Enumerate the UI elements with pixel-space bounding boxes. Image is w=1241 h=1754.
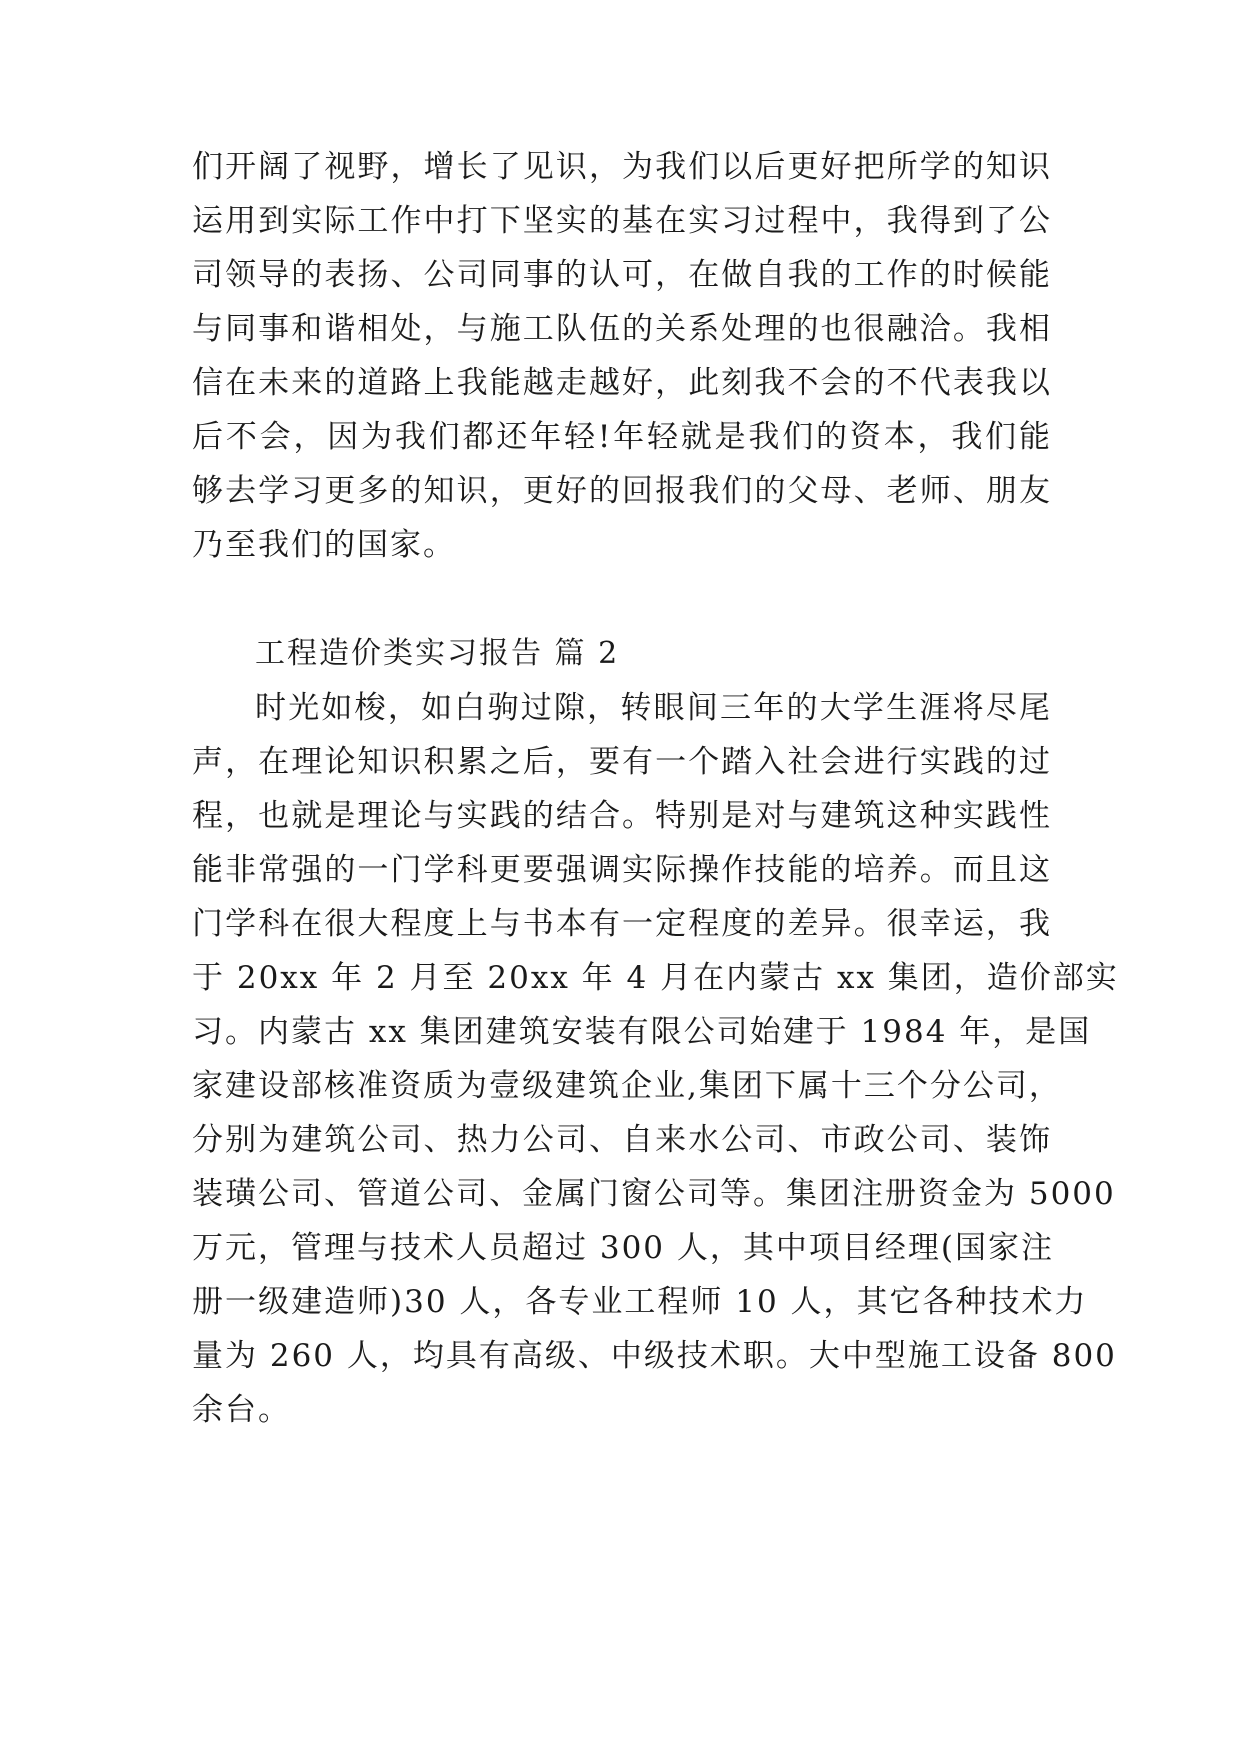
- text-line: 时光如梭，如白驹过隙，转眼间三年的大学生涯将尽尾: [255, 690, 1052, 726]
- text-line: 量为 260 人，均具有高级、中级技术职。大中型施工设备 800: [192, 1338, 1117, 1374]
- text-line: 司领导的表扬、公司同事的认可，在做自我的工作的时候能: [192, 257, 1052, 293]
- text-line: 程，也就是理论与实践的结合。特别是对与建筑这种实践性: [192, 798, 1052, 834]
- text-line: 分别为建筑公司、热力公司、自来水公司、市政公司、装饰: [192, 1122, 1052, 1158]
- text-line: 门学科在很大程度上与书本有一定程度的差异。很幸运，我: [192, 906, 1052, 942]
- text-line: 于 20xx 年 2 月至 20xx 年 4 月在内蒙古 xx 集团，造价部实: [192, 960, 1119, 996]
- text-line: 声，在理论知识积累之后，要有一个踏入社会进行实践的过: [192, 744, 1052, 780]
- text-line: 与同事和谐相处，与施工队伍的关系处理的也很融洽。我相: [192, 311, 1052, 347]
- text-line: 装璜公司、管道公司、金属门窗公司等。集团注册资金为 5000: [192, 1176, 1116, 1212]
- text-line: 乃至我们的国家。: [192, 527, 456, 563]
- text-line: 能非常强的一门学科更要强调实际操作技能的培养。而且这: [192, 852, 1052, 888]
- text-line: 家建设部核准资质为壹级建筑企业,集团下属十三个分公司，: [192, 1068, 1062, 1104]
- section-heading: 工程造价类实习报告 篇 2: [255, 636, 620, 671]
- text-line: 够去学习更多的知识，更好的回报我们的父母、老师、朋友: [192, 473, 1052, 509]
- text-line: 运用到实际工作中打下坚实的基在实习过程中，我得到了公: [192, 203, 1052, 239]
- text-line: 们开阔了视野，增长了见识，为我们以后更好把所学的知识: [192, 149, 1052, 185]
- text-line: 册一级建造师)30 人，各专业工程师 10 人，其它各种技术力: [192, 1284, 1088, 1320]
- text-line: 余台。: [192, 1392, 291, 1428]
- text-line: 万元，管理与技术人员超过 300 人，其中项目经理(国家注: [192, 1230, 1054, 1266]
- text-line: 信在未来的道路上我能越走越好，此刻我不会的不代表我以: [192, 365, 1052, 401]
- text-line: 后不会，因为我们都还年轻!年轻就是我们的资本，我们能: [192, 419, 1052, 455]
- text-line: 习。内蒙古 xx 集团建筑安装有限公司始建于 1984 年，是国: [192, 1014, 1092, 1050]
